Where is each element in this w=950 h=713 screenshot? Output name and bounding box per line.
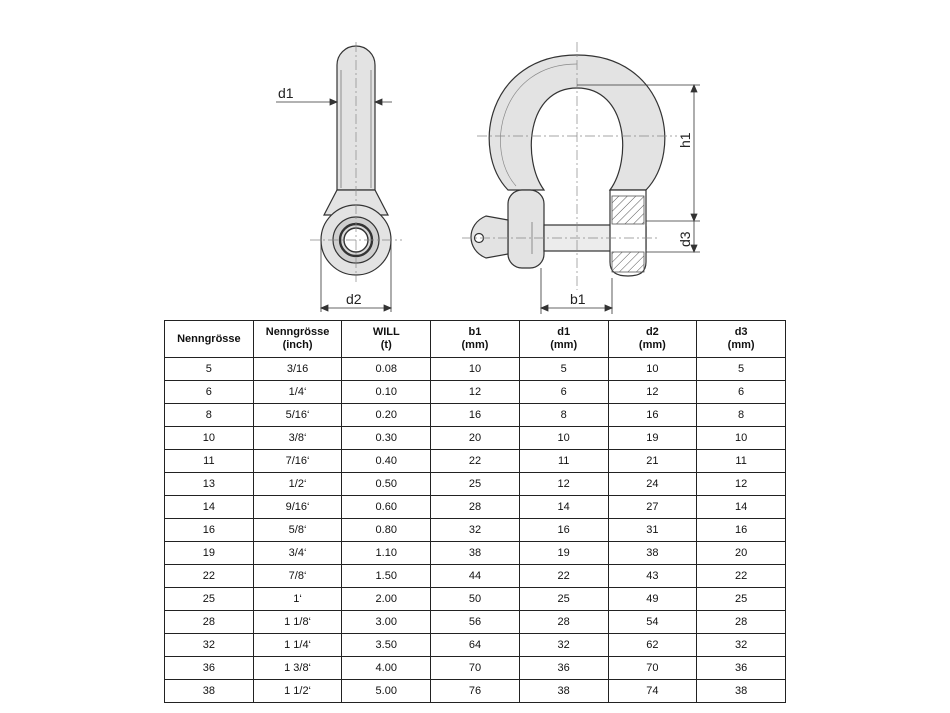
header-will-title: WILL bbox=[372, 326, 400, 338]
table-row bbox=[165, 427, 786, 450]
table-row bbox=[165, 473, 786, 496]
cell-d1: 28 bbox=[519, 611, 608, 634]
cell-will: 0.20 bbox=[342, 404, 431, 427]
cell-d1: 12 bbox=[519, 473, 608, 496]
header-d2-unit: (mm) bbox=[638, 339, 666, 351]
cell-d3: 6 bbox=[697, 381, 786, 404]
shackle-technical-drawing bbox=[0, 0, 950, 318]
table-row bbox=[165, 450, 786, 473]
cell-will: 2.00 bbox=[342, 588, 431, 611]
cell-d3: 28 bbox=[697, 611, 786, 634]
cell-will: 5.00 bbox=[342, 680, 431, 703]
header-will bbox=[342, 321, 431, 358]
cell-d2: 54 bbox=[608, 611, 697, 634]
cell-d2: 10 bbox=[608, 358, 697, 381]
cell-d3: 25 bbox=[697, 588, 786, 611]
cell-d3: 22 bbox=[697, 565, 786, 588]
cell-d2: 43 bbox=[608, 565, 697, 588]
cell-d2: 74 bbox=[608, 680, 697, 703]
cell-nenngroesse: 6 bbox=[165, 381, 254, 404]
cell-nenngroesse-inch: 7/16‘ bbox=[253, 450, 342, 473]
header-b1-title: b1 bbox=[468, 326, 482, 338]
cell-d1: 6 bbox=[519, 381, 608, 404]
cell-b1: 22 bbox=[431, 450, 520, 473]
shackle-specification-table bbox=[164, 320, 786, 703]
header-d2-title: d2 bbox=[645, 326, 659, 338]
cell-d2: 16 bbox=[608, 404, 697, 427]
cell-d1: 25 bbox=[519, 588, 608, 611]
cell-d3: 32 bbox=[697, 634, 786, 657]
cell-d1: 10 bbox=[519, 427, 608, 450]
table-row bbox=[165, 496, 786, 519]
table-row bbox=[165, 657, 786, 680]
header-b1 bbox=[431, 321, 520, 358]
cell-will: 0.30 bbox=[342, 427, 431, 450]
cell-will: 3.00 bbox=[342, 611, 431, 634]
cell-will: 0.08 bbox=[342, 358, 431, 381]
cell-will: 0.10 bbox=[342, 381, 431, 404]
cell-nenngroesse: 25 bbox=[165, 588, 254, 611]
cell-d2: 38 bbox=[608, 542, 697, 565]
h1-label: h1 bbox=[677, 132, 693, 148]
cell-nenngroesse-inch: 1/4‘ bbox=[253, 381, 342, 404]
cell-nenngroesse: 14 bbox=[165, 496, 254, 519]
cell-nenngroesse: 16 bbox=[165, 519, 254, 542]
table-row bbox=[165, 634, 786, 657]
cell-nenngroesse-inch: 1/2‘ bbox=[253, 473, 342, 496]
table-header-row bbox=[165, 321, 786, 358]
cell-b1: 38 bbox=[431, 542, 520, 565]
table-row bbox=[165, 680, 786, 703]
cell-will: 0.60 bbox=[342, 496, 431, 519]
cell-will: 1.10 bbox=[342, 542, 431, 565]
cell-d3: 20 bbox=[697, 542, 786, 565]
cell-d1: 16 bbox=[519, 519, 608, 542]
cell-d2: 49 bbox=[608, 588, 697, 611]
header-nenngroesse-inch-title: Nenngrösse bbox=[265, 326, 330, 338]
table-row bbox=[165, 611, 786, 634]
cell-b1: 28 bbox=[431, 496, 520, 519]
table-row bbox=[165, 404, 786, 427]
cell-d2: 21 bbox=[608, 450, 697, 473]
cell-b1: 44 bbox=[431, 565, 520, 588]
cell-b1: 20 bbox=[431, 427, 520, 450]
cell-b1: 32 bbox=[431, 519, 520, 542]
table-row bbox=[165, 588, 786, 611]
header-will-unit: (t) bbox=[380, 339, 392, 351]
cell-d2: 62 bbox=[608, 634, 697, 657]
table-row bbox=[165, 519, 786, 542]
table-row bbox=[165, 358, 786, 381]
cell-d2: 31 bbox=[608, 519, 697, 542]
cell-d3: 11 bbox=[697, 450, 786, 473]
header-d3 bbox=[697, 321, 786, 358]
cell-b1: 16 bbox=[431, 404, 520, 427]
shackle-front-view bbox=[471, 55, 665, 276]
cell-nenngroesse: 38 bbox=[165, 680, 254, 703]
table-row bbox=[165, 565, 786, 588]
header-d3-unit: (mm) bbox=[727, 339, 755, 351]
cell-d1: 38 bbox=[519, 680, 608, 703]
header-nenngroesse-inch bbox=[253, 321, 342, 358]
cell-nenngroesse: 32 bbox=[165, 634, 254, 657]
header-d1-unit: (mm) bbox=[550, 339, 578, 351]
header-d3-title: d3 bbox=[734, 326, 748, 338]
cell-d1: 22 bbox=[519, 565, 608, 588]
cell-nenngroesse: 19 bbox=[165, 542, 254, 565]
cell-d1: 36 bbox=[519, 657, 608, 680]
header-d1 bbox=[519, 321, 608, 358]
header-nenngroesse-inch-unit: (inch) bbox=[282, 339, 313, 351]
cell-will: 0.50 bbox=[342, 473, 431, 496]
cell-will: 3.50 bbox=[342, 634, 431, 657]
cell-d3: 14 bbox=[697, 496, 786, 519]
cell-nenngroesse-inch: 1 3/8‘ bbox=[253, 657, 342, 680]
cell-nenngroesse: 8 bbox=[165, 404, 254, 427]
header-nenngroesse-title: Nenngrösse bbox=[177, 332, 241, 345]
cell-will: 1.50 bbox=[342, 565, 431, 588]
cell-b1: 50 bbox=[431, 588, 520, 611]
cell-nenngroesse: 28 bbox=[165, 611, 254, 634]
cell-nenngroesse-inch: 3/16 bbox=[253, 358, 342, 381]
cell-d1: 14 bbox=[519, 496, 608, 519]
cell-nenngroesse: 36 bbox=[165, 657, 254, 680]
cell-b1: 70 bbox=[431, 657, 520, 680]
d3-label: d3 bbox=[677, 231, 693, 247]
cell-d2: 27 bbox=[608, 496, 697, 519]
cell-d3: 12 bbox=[697, 473, 786, 496]
cell-will: 0.80 bbox=[342, 519, 431, 542]
cell-b1: 56 bbox=[431, 611, 520, 634]
d2-label: d2 bbox=[346, 291, 362, 307]
cell-nenngroesse-inch: 1‘ bbox=[253, 588, 342, 611]
cell-d1: 8 bbox=[519, 404, 608, 427]
cell-nenngroesse-inch: 1 1/8‘ bbox=[253, 611, 342, 634]
cell-d1: 32 bbox=[519, 634, 608, 657]
cell-nenngroesse-inch: 5/8‘ bbox=[253, 519, 342, 542]
cell-nenngroesse-inch: 7/8‘ bbox=[253, 565, 342, 588]
cell-d2: 12 bbox=[608, 381, 697, 404]
cell-d3: 16 bbox=[697, 519, 786, 542]
cell-d3: 5 bbox=[697, 358, 786, 381]
cell-d1: 5 bbox=[519, 358, 608, 381]
d1-label: d1 bbox=[278, 85, 294, 101]
cell-will: 4.00 bbox=[342, 657, 431, 680]
cell-nenngroesse-inch: 1 1/4‘ bbox=[253, 634, 342, 657]
cell-b1: 76 bbox=[431, 680, 520, 703]
cell-nenngroesse: 13 bbox=[165, 473, 254, 496]
cell-nenngroesse-inch: 9/16‘ bbox=[253, 496, 342, 519]
header-b1-unit: (mm) bbox=[461, 339, 489, 351]
cell-d3: 8 bbox=[697, 404, 786, 427]
cell-b1: 64 bbox=[431, 634, 520, 657]
table-row bbox=[165, 542, 786, 565]
cell-b1: 10 bbox=[431, 358, 520, 381]
cell-d3: 38 bbox=[697, 680, 786, 703]
cell-b1: 12 bbox=[431, 381, 520, 404]
b1-label: b1 bbox=[570, 291, 586, 307]
cell-d3: 10 bbox=[697, 427, 786, 450]
cell-nenngroesse: 11 bbox=[165, 450, 254, 473]
table-body bbox=[165, 358, 786, 703]
cell-d2: 70 bbox=[608, 657, 697, 680]
cell-nenngroesse-inch: 5/16‘ bbox=[253, 404, 342, 427]
header-d2 bbox=[608, 321, 697, 358]
cell-d1: 19 bbox=[519, 542, 608, 565]
cell-nenngroesse: 5 bbox=[165, 358, 254, 381]
table-row bbox=[165, 381, 786, 404]
cell-d3: 36 bbox=[697, 657, 786, 680]
cell-nenngroesse-inch: 1 1/2‘ bbox=[253, 680, 342, 703]
cell-nenngroesse-inch: 3/8‘ bbox=[253, 427, 342, 450]
cell-d2: 19 bbox=[608, 427, 697, 450]
header-nenngroesse bbox=[165, 321, 254, 358]
cell-d1: 11 bbox=[519, 450, 608, 473]
cell-b1: 25 bbox=[431, 473, 520, 496]
cell-d2: 24 bbox=[608, 473, 697, 496]
cell-nenngroesse: 10 bbox=[165, 427, 254, 450]
cell-nenngroesse-inch: 3/4‘ bbox=[253, 542, 342, 565]
cell-will: 0.40 bbox=[342, 450, 431, 473]
cell-nenngroesse: 22 bbox=[165, 565, 254, 588]
header-d1-title: d1 bbox=[557, 326, 571, 338]
